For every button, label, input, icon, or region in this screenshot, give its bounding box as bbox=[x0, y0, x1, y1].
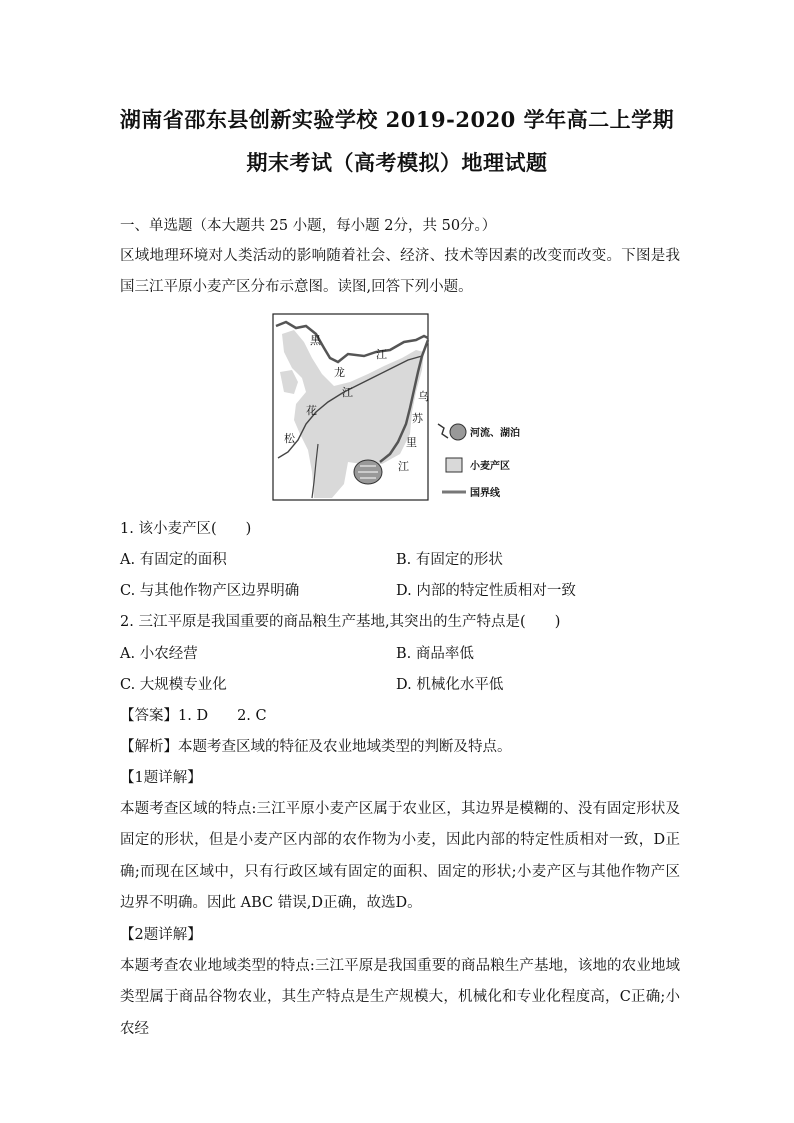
label-wu: 乌 bbox=[418, 390, 429, 403]
sanjiang-wheat-map bbox=[272, 312, 530, 504]
legend-river-lake: 河流、湖泊 bbox=[470, 428, 520, 439]
legend-wheat-symbol bbox=[446, 458, 462, 472]
q1-option-b: B. 有固定的形状 bbox=[396, 552, 503, 568]
doc-title-line1: 湖南省邵东县创新实验学校 2019-2020 学年高二上学期 bbox=[119, 107, 675, 132]
label-su: 苏 bbox=[412, 412, 423, 425]
label-hei: 黑 bbox=[310, 334, 321, 347]
q2-option-c: C. 大规模专业化 bbox=[120, 677, 227, 693]
legend-border: 国界线 bbox=[470, 488, 500, 499]
label-li: 里 bbox=[406, 436, 417, 449]
detail2-header: 【2题详解】 bbox=[120, 927, 202, 943]
q2-option-a: A. 小农经营 bbox=[120, 646, 198, 662]
q1-option-c: C. 与其他作物产区边界明确 bbox=[120, 583, 300, 599]
label-jiang2: 江 bbox=[342, 386, 353, 399]
legend-wheat-area: 小麦产区 bbox=[470, 461, 510, 472]
legend-lake-symbol bbox=[450, 424, 466, 440]
detail1-header: 【1题详解】 bbox=[120, 770, 202, 786]
doc-title-line2: 期末考试（高考模拟）地理试题 bbox=[246, 150, 548, 175]
label-hua: 花 bbox=[306, 404, 317, 417]
q1-option-d: D. 内部的特定性质相对一致 bbox=[396, 583, 576, 599]
q2-option-b: B. 商品率低 bbox=[396, 646, 474, 662]
label-long: 龙 bbox=[334, 366, 345, 379]
q1-option-a: A. 有固定的面积 bbox=[120, 552, 227, 568]
label-jiang4: 江 bbox=[398, 460, 409, 473]
legend-river-symbol bbox=[438, 424, 448, 438]
q2-option-d: D. 机械化水平低 bbox=[396, 677, 504, 693]
analysis-line: 【解析】本题考查区域的特征及农业地域类型的判断及特点。 bbox=[120, 739, 512, 755]
q1-stem: 1. 该小麦产区( ) bbox=[120, 521, 252, 537]
answer-line: 【答案】1. D 2. C bbox=[120, 708, 267, 724]
detail2-text: 本题考查农业地域类型的特点:三江平原是我国重要的商品粮生产基地，该地的农业地域类型属于商品谷物农业，其生产特点是生产规模大，机械化和专业化程度高，C正确;小农经 bbox=[120, 958, 680, 1037]
label-jiang1: 江 bbox=[376, 348, 387, 361]
detail1-text: 本题考查区域的特点:三江平原小麦产区属于农业区，其边界是模糊的、没有固定形状及固定的形状，但是小麦产区内部的农作物为小麦，因此内部的特定性质相对一致，D正确;而现在区域中，只有行政区域有固定的面积、固定的形状;小麦产区与其他作物产区边界不明确。因此 ABC 错误,D正确，故选D。 bbox=[120, 801, 680, 911]
intro-paragraph: 区域地理环境对人类活动的影响随着社会、经济、技术等因素的改变而改变。下图是我国三江平原小麦产区分布示意图。读图,回答下列小题。 bbox=[120, 248, 680, 296]
q2-stem: 2. 三江平原是我国重要的商品粮生产基地,其突出的生产特点是( ) bbox=[120, 614, 561, 630]
label-song: 松 bbox=[284, 432, 295, 445]
section-header: 一、单选题（本大题共 25 小题，每小题 2分，共 50分。） bbox=[120, 218, 497, 234]
